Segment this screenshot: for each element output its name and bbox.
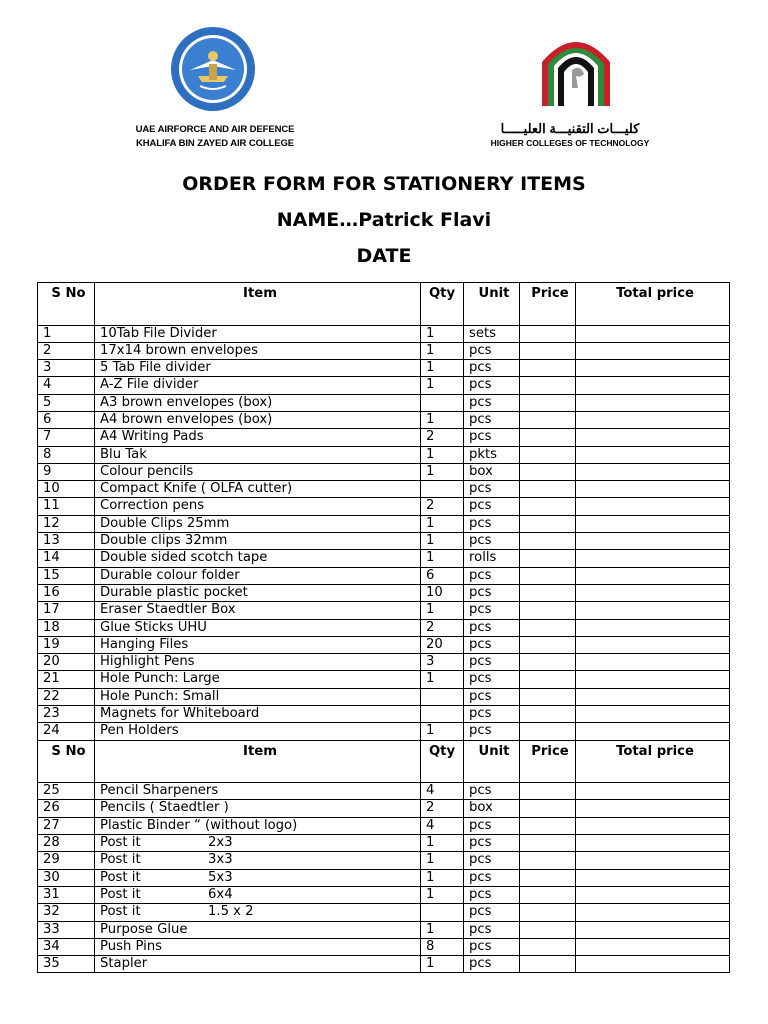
unit-cell: pcs <box>464 394 520 411</box>
column-header: Qty <box>421 740 464 783</box>
item-cell: Pen Holders <box>95 723 421 740</box>
item-cell: Purpose Glue <box>95 921 421 938</box>
total-price-cell[interactable] <box>576 498 730 515</box>
price-cell[interactable] <box>520 584 576 601</box>
price-cell[interactable] <box>520 654 576 671</box>
table-row <box>38 550 730 567</box>
column-header: Qty <box>421 283 464 326</box>
total-price-cell[interactable] <box>576 938 730 955</box>
table-row <box>38 342 730 359</box>
serial-number-cell: 14 <box>38 550 95 567</box>
column-header: Item <box>95 283 421 326</box>
item-size: 2x3 <box>208 835 233 851</box>
table-row <box>38 446 730 463</box>
quantity-cell: 3 <box>421 654 464 671</box>
item-cell: A3 brown envelopes (box) <box>95 394 421 411</box>
total-price-cell[interactable] <box>576 377 730 394</box>
item-cell: Double sided scotch tape <box>95 550 421 567</box>
item-name: Post it <box>100 869 141 885</box>
item-cell: Durable plastic pocket <box>95 584 421 601</box>
unit-cell: pkts <box>464 446 520 463</box>
quantity-cell: 1 <box>421 671 464 688</box>
quantity-cell: 2 <box>421 498 464 515</box>
unit-cell: pcs <box>464 342 520 359</box>
quantity-cell: 1 <box>421 515 464 532</box>
table-row <box>38 817 730 834</box>
unit-cell: pcs <box>464 654 520 671</box>
total-price-cell[interactable] <box>576 783 730 800</box>
item-cell: Durable colour folder <box>95 567 421 584</box>
serial-number-cell: 22 <box>38 688 95 705</box>
serial-number-cell: 21 <box>38 671 95 688</box>
unit-cell: pcs <box>464 619 520 636</box>
quantity-cell: 2 <box>421 429 464 446</box>
table-header-row <box>38 740 730 783</box>
serial-number-cell: 19 <box>38 636 95 653</box>
price-cell[interactable] <box>520 602 576 619</box>
unit-cell: pcs <box>464 921 520 938</box>
item-size: 5x3 <box>208 869 233 885</box>
price-cell[interactable] <box>520 921 576 938</box>
name-line: NAME…Patrick Flavi <box>276 209 492 231</box>
price-cell[interactable] <box>520 567 576 584</box>
total-price-cell[interactable] <box>576 411 730 428</box>
item-cell: 5 Tab File divider <box>95 360 421 377</box>
serial-number-cell: 5 <box>38 394 95 411</box>
item-cell: Plastic Binder “ (without logo) <box>95 817 421 834</box>
item-size: 3x3 <box>208 852 233 868</box>
serial-number-cell: 15 <box>38 567 95 584</box>
unit-cell: rolls <box>464 550 520 567</box>
column-header: Item <box>95 740 421 783</box>
left-college-line2: KHALIFA BIN ZAYED AIR COLLEGE <box>135 138 295 149</box>
serial-number-cell: 30 <box>38 869 95 886</box>
total-price-cell[interactable] <box>576 429 730 446</box>
total-price-cell[interactable] <box>576 723 730 740</box>
price-cell[interactable] <box>520 533 576 550</box>
total-price-cell[interactable] <box>576 817 730 834</box>
item-cell: Pencils ( Staedtler ) <box>95 800 421 817</box>
serial-number-cell: 1 <box>38 325 95 342</box>
serial-number-cell: 35 <box>38 956 95 973</box>
column-header: Price <box>520 740 576 783</box>
serial-number-cell: 27 <box>38 817 95 834</box>
unit-cell: pcs <box>464 869 520 886</box>
item-name: Post it <box>100 835 141 851</box>
item-name: Post it <box>100 904 141 920</box>
quantity-cell: 1 <box>421 886 464 903</box>
quantity-cell: 1 <box>421 360 464 377</box>
date-label: DATE <box>356 245 412 267</box>
serial-number-cell: 16 <box>38 584 95 601</box>
table-row <box>38 723 730 740</box>
table-row <box>38 835 730 852</box>
total-price-cell[interactable] <box>576 619 730 636</box>
unit-cell: box <box>464 800 520 817</box>
serial-number-cell: 4 <box>38 377 95 394</box>
total-price-cell[interactable] <box>576 602 730 619</box>
unit-cell: pcs <box>464 671 520 688</box>
item-cell: A4 brown envelopes (box) <box>95 411 421 428</box>
quantity-cell: 2 <box>421 800 464 817</box>
table-row <box>38 515 730 532</box>
table-row <box>38 869 730 886</box>
quantity-cell: 1 <box>421 723 464 740</box>
item-cell: A-Z File divider <box>95 377 421 394</box>
price-cell[interactable] <box>520 325 576 342</box>
unit-cell: pcs <box>464 360 520 377</box>
unit-cell: pcs <box>464 706 520 723</box>
serial-number-cell: 25 <box>38 783 95 800</box>
item-cell: Eraser Staedtler Box <box>95 602 421 619</box>
unit-cell: pcs <box>464 886 520 903</box>
item-cell: Colour pencils <box>95 463 421 480</box>
table-row <box>38 498 730 515</box>
serial-number-cell: 11 <box>38 498 95 515</box>
unit-cell: pcs <box>464 904 520 921</box>
total-price-cell[interactable] <box>576 869 730 886</box>
unit-cell: pcs <box>464 429 520 446</box>
table-row <box>38 706 730 723</box>
table-row <box>38 567 730 584</box>
left-college-line1: UAE AIRFORCE AND AIR DEFENCE <box>135 124 295 135</box>
price-cell[interactable] <box>520 706 576 723</box>
serial-number-cell: 2 <box>38 342 95 359</box>
unit-cell: pcs <box>464 533 520 550</box>
item-cell: Correction pens <box>95 498 421 515</box>
left-college-name <box>120 123 310 151</box>
quantity-cell: 6 <box>421 567 464 584</box>
serial-number-cell: 3 <box>38 360 95 377</box>
total-price-cell[interactable] <box>576 360 730 377</box>
column-header: S No <box>38 283 95 326</box>
price-cell[interactable] <box>520 886 576 903</box>
table-row <box>38 463 730 480</box>
table-row <box>38 904 730 921</box>
item-cell: Highlight Pens <box>95 654 421 671</box>
item-cell: Double clips 32mm <box>95 533 421 550</box>
total-price-cell[interactable] <box>576 886 730 903</box>
item-cell: Hole Punch: Large <box>95 671 421 688</box>
table-row <box>38 602 730 619</box>
column-header: Unit <box>464 283 520 326</box>
unit-cell: pcs <box>464 835 520 852</box>
price-cell[interactable] <box>520 515 576 532</box>
serial-number-cell: 10 <box>38 481 95 498</box>
price-cell[interactable] <box>520 550 576 567</box>
price-cell[interactable] <box>520 429 576 446</box>
price-cell[interactable] <box>520 956 576 973</box>
total-price-cell[interactable] <box>576 567 730 584</box>
hct-logo <box>536 28 616 108</box>
serial-number-cell: 17 <box>38 602 95 619</box>
table-row <box>38 325 730 342</box>
total-price-cell[interactable] <box>576 342 730 359</box>
quantity-cell: 8 <box>421 938 464 955</box>
quantity-cell: 1 <box>421 835 464 852</box>
item-cell <box>95 904 421 921</box>
total-price-cell[interactable] <box>576 706 730 723</box>
right-college-name <box>470 120 670 149</box>
price-cell[interactable] <box>520 671 576 688</box>
price-cell[interactable] <box>520 411 576 428</box>
item-size: 6x4 <box>208 886 233 902</box>
unit-cell: pcs <box>464 567 520 584</box>
price-cell[interactable] <box>520 938 576 955</box>
column-header: Total price <box>576 283 730 326</box>
serial-number-cell: 29 <box>38 852 95 869</box>
total-price-cell[interactable] <box>576 394 730 411</box>
total-price-cell[interactable] <box>576 835 730 852</box>
item-name: Post it <box>100 852 141 868</box>
table-row <box>38 411 730 428</box>
total-price-cell[interactable] <box>576 463 730 480</box>
total-price-cell[interactable] <box>576 481 730 498</box>
table-row <box>38 481 730 498</box>
serial-number-cell: 28 <box>38 835 95 852</box>
quantity-cell: 1 <box>421 869 464 886</box>
item-cell <box>95 886 421 903</box>
serial-number-cell: 9 <box>38 463 95 480</box>
price-cell[interactable] <box>520 869 576 886</box>
serial-number-cell: 24 <box>38 723 95 740</box>
serial-number-cell: 18 <box>38 619 95 636</box>
unit-cell: pcs <box>464 584 520 601</box>
price-cell[interactable] <box>520 688 576 705</box>
unit-cell: pcs <box>464 852 520 869</box>
quantity-cell: 20 <box>421 636 464 653</box>
total-price-cell[interactable] <box>576 636 730 653</box>
table-row <box>38 619 730 636</box>
item-cell: Stapler <box>95 956 421 973</box>
price-cell[interactable] <box>520 817 576 834</box>
item-cell <box>95 852 421 869</box>
quantity-cell: 1 <box>421 956 464 973</box>
unit-cell: sets <box>464 325 520 342</box>
total-price-cell[interactable] <box>576 325 730 342</box>
serial-number-cell: 8 <box>38 446 95 463</box>
quantity-cell <box>421 394 464 411</box>
total-price-cell[interactable] <box>576 446 730 463</box>
price-cell[interactable] <box>520 619 576 636</box>
table-row <box>38 688 730 705</box>
total-price-cell[interactable] <box>576 515 730 532</box>
price-cell[interactable] <box>520 904 576 921</box>
table-row <box>38 584 730 601</box>
quantity-cell: 1 <box>421 550 464 567</box>
table-row <box>38 956 730 973</box>
serial-number-cell: 13 <box>38 533 95 550</box>
price-cell[interactable] <box>520 800 576 817</box>
unit-cell: pcs <box>464 636 520 653</box>
serial-number-cell: 31 <box>38 886 95 903</box>
quantity-cell <box>421 706 464 723</box>
quantity-cell: 4 <box>421 817 464 834</box>
item-cell <box>95 835 421 852</box>
table-row <box>38 654 730 671</box>
total-price-cell[interactable] <box>576 956 730 973</box>
serial-number-cell: 33 <box>38 921 95 938</box>
order-table <box>37 282 730 973</box>
table-row <box>38 938 730 955</box>
total-price-cell[interactable] <box>576 921 730 938</box>
table-header-row <box>38 283 730 326</box>
column-header: Total price <box>576 740 730 783</box>
serial-number-cell: 26 <box>38 800 95 817</box>
total-price-cell[interactable] <box>576 688 730 705</box>
item-cell: Compact Knife ( OLFA cutter) <box>95 481 421 498</box>
price-cell[interactable] <box>520 377 576 394</box>
item-cell: Glue Sticks UHU <box>95 619 421 636</box>
quantity-cell: 4 <box>421 783 464 800</box>
table-row <box>38 783 730 800</box>
price-cell[interactable] <box>520 783 576 800</box>
unit-cell: pcs <box>464 723 520 740</box>
item-cell: 17x14 brown envelopes <box>95 342 421 359</box>
total-price-cell[interactable] <box>576 800 730 817</box>
unit-cell: pcs <box>464 498 520 515</box>
item-cell: Hole Punch: Small <box>95 688 421 705</box>
quantity-cell <box>421 688 464 705</box>
quantity-cell: 1 <box>421 377 464 394</box>
unit-cell: pcs <box>464 817 520 834</box>
serial-number-cell: 12 <box>38 515 95 532</box>
unit-cell: pcs <box>464 956 520 973</box>
quantity-cell: 1 <box>421 342 464 359</box>
table-row <box>38 852 730 869</box>
total-price-cell[interactable] <box>576 533 730 550</box>
item-cell: A4 Writing Pads <box>95 429 421 446</box>
price-cell[interactable] <box>520 852 576 869</box>
table-row <box>38 921 730 938</box>
quantity-cell: 1 <box>421 411 464 428</box>
item-cell: 10Tab File Divider <box>95 325 421 342</box>
unit-cell: pcs <box>464 938 520 955</box>
item-name: Post it <box>100 886 141 902</box>
table-row <box>38 671 730 688</box>
table-row <box>38 429 730 446</box>
serial-number-cell: 32 <box>38 904 95 921</box>
table-row <box>38 394 730 411</box>
item-cell <box>95 869 421 886</box>
price-cell[interactable] <box>520 446 576 463</box>
price-cell[interactable] <box>520 360 576 377</box>
quantity-cell: 1 <box>421 463 464 480</box>
column-header: Unit <box>464 740 520 783</box>
column-header: S No <box>38 740 95 783</box>
column-header: Price <box>520 283 576 326</box>
item-cell: Magnets for Whiteboard <box>95 706 421 723</box>
price-cell[interactable] <box>520 481 576 498</box>
price-cell[interactable] <box>520 394 576 411</box>
quantity-cell <box>421 481 464 498</box>
serial-number-cell: 34 <box>38 938 95 955</box>
table-row <box>38 377 730 394</box>
unit-cell: pcs <box>464 515 520 532</box>
unit-cell: pcs <box>464 602 520 619</box>
price-cell[interactable] <box>520 342 576 359</box>
table-row <box>38 886 730 903</box>
quantity-cell: 1 <box>421 921 464 938</box>
total-price-cell[interactable] <box>576 671 730 688</box>
quantity-cell: 2 <box>421 619 464 636</box>
quantity-cell: 1 <box>421 325 464 342</box>
total-price-cell[interactable] <box>576 584 730 601</box>
serial-number-cell: 6 <box>38 411 95 428</box>
quantity-cell: 1 <box>421 602 464 619</box>
form-title: ORDER FORM FOR STATIONERY ITEMS <box>182 173 586 195</box>
serial-number-cell: 20 <box>38 654 95 671</box>
price-cell[interactable] <box>520 636 576 653</box>
table-row <box>38 800 730 817</box>
unit-cell: pcs <box>464 783 520 800</box>
price-cell[interactable] <box>520 463 576 480</box>
unit-cell: pcs <box>464 688 520 705</box>
item-cell: Push Pins <box>95 938 421 955</box>
item-cell: Pencil Sharpeners <box>95 783 421 800</box>
table-row <box>38 636 730 653</box>
unit-cell: pcs <box>464 377 520 394</box>
unit-cell: pcs <box>464 411 520 428</box>
quantity-cell: 10 <box>421 584 464 601</box>
total-price-cell[interactable] <box>576 550 730 567</box>
unit-cell: pcs <box>464 481 520 498</box>
quantity-cell: 1 <box>421 533 464 550</box>
table-row <box>38 360 730 377</box>
item-cell: Hanging Files <box>95 636 421 653</box>
quantity-cell <box>421 904 464 921</box>
quantity-cell: 1 <box>421 852 464 869</box>
right-college-arabic: كليـــات التقنيـــة العليـــــا <box>500 121 640 136</box>
item-cell: Double Clips 25mm <box>95 515 421 532</box>
unit-cell: box <box>464 463 520 480</box>
item-size: 1.5 x 2 <box>208 904 254 920</box>
total-price-cell[interactable] <box>576 904 730 921</box>
quantity-cell: 1 <box>421 446 464 463</box>
price-cell[interactable] <box>520 723 576 740</box>
price-cell[interactable] <box>520 835 576 852</box>
serial-number-cell: 7 <box>38 429 95 446</box>
khalifa-air-college-logo <box>170 26 256 112</box>
total-price-cell[interactable] <box>576 654 730 671</box>
right-college-english: HIGHER COLLEGES OF TECHNOLOGY <box>490 138 650 148</box>
price-cell[interactable] <box>520 498 576 515</box>
table-row <box>38 533 730 550</box>
serial-number-cell: 23 <box>38 706 95 723</box>
item-cell: Blu Tak <box>95 446 421 463</box>
total-price-cell[interactable] <box>576 852 730 869</box>
